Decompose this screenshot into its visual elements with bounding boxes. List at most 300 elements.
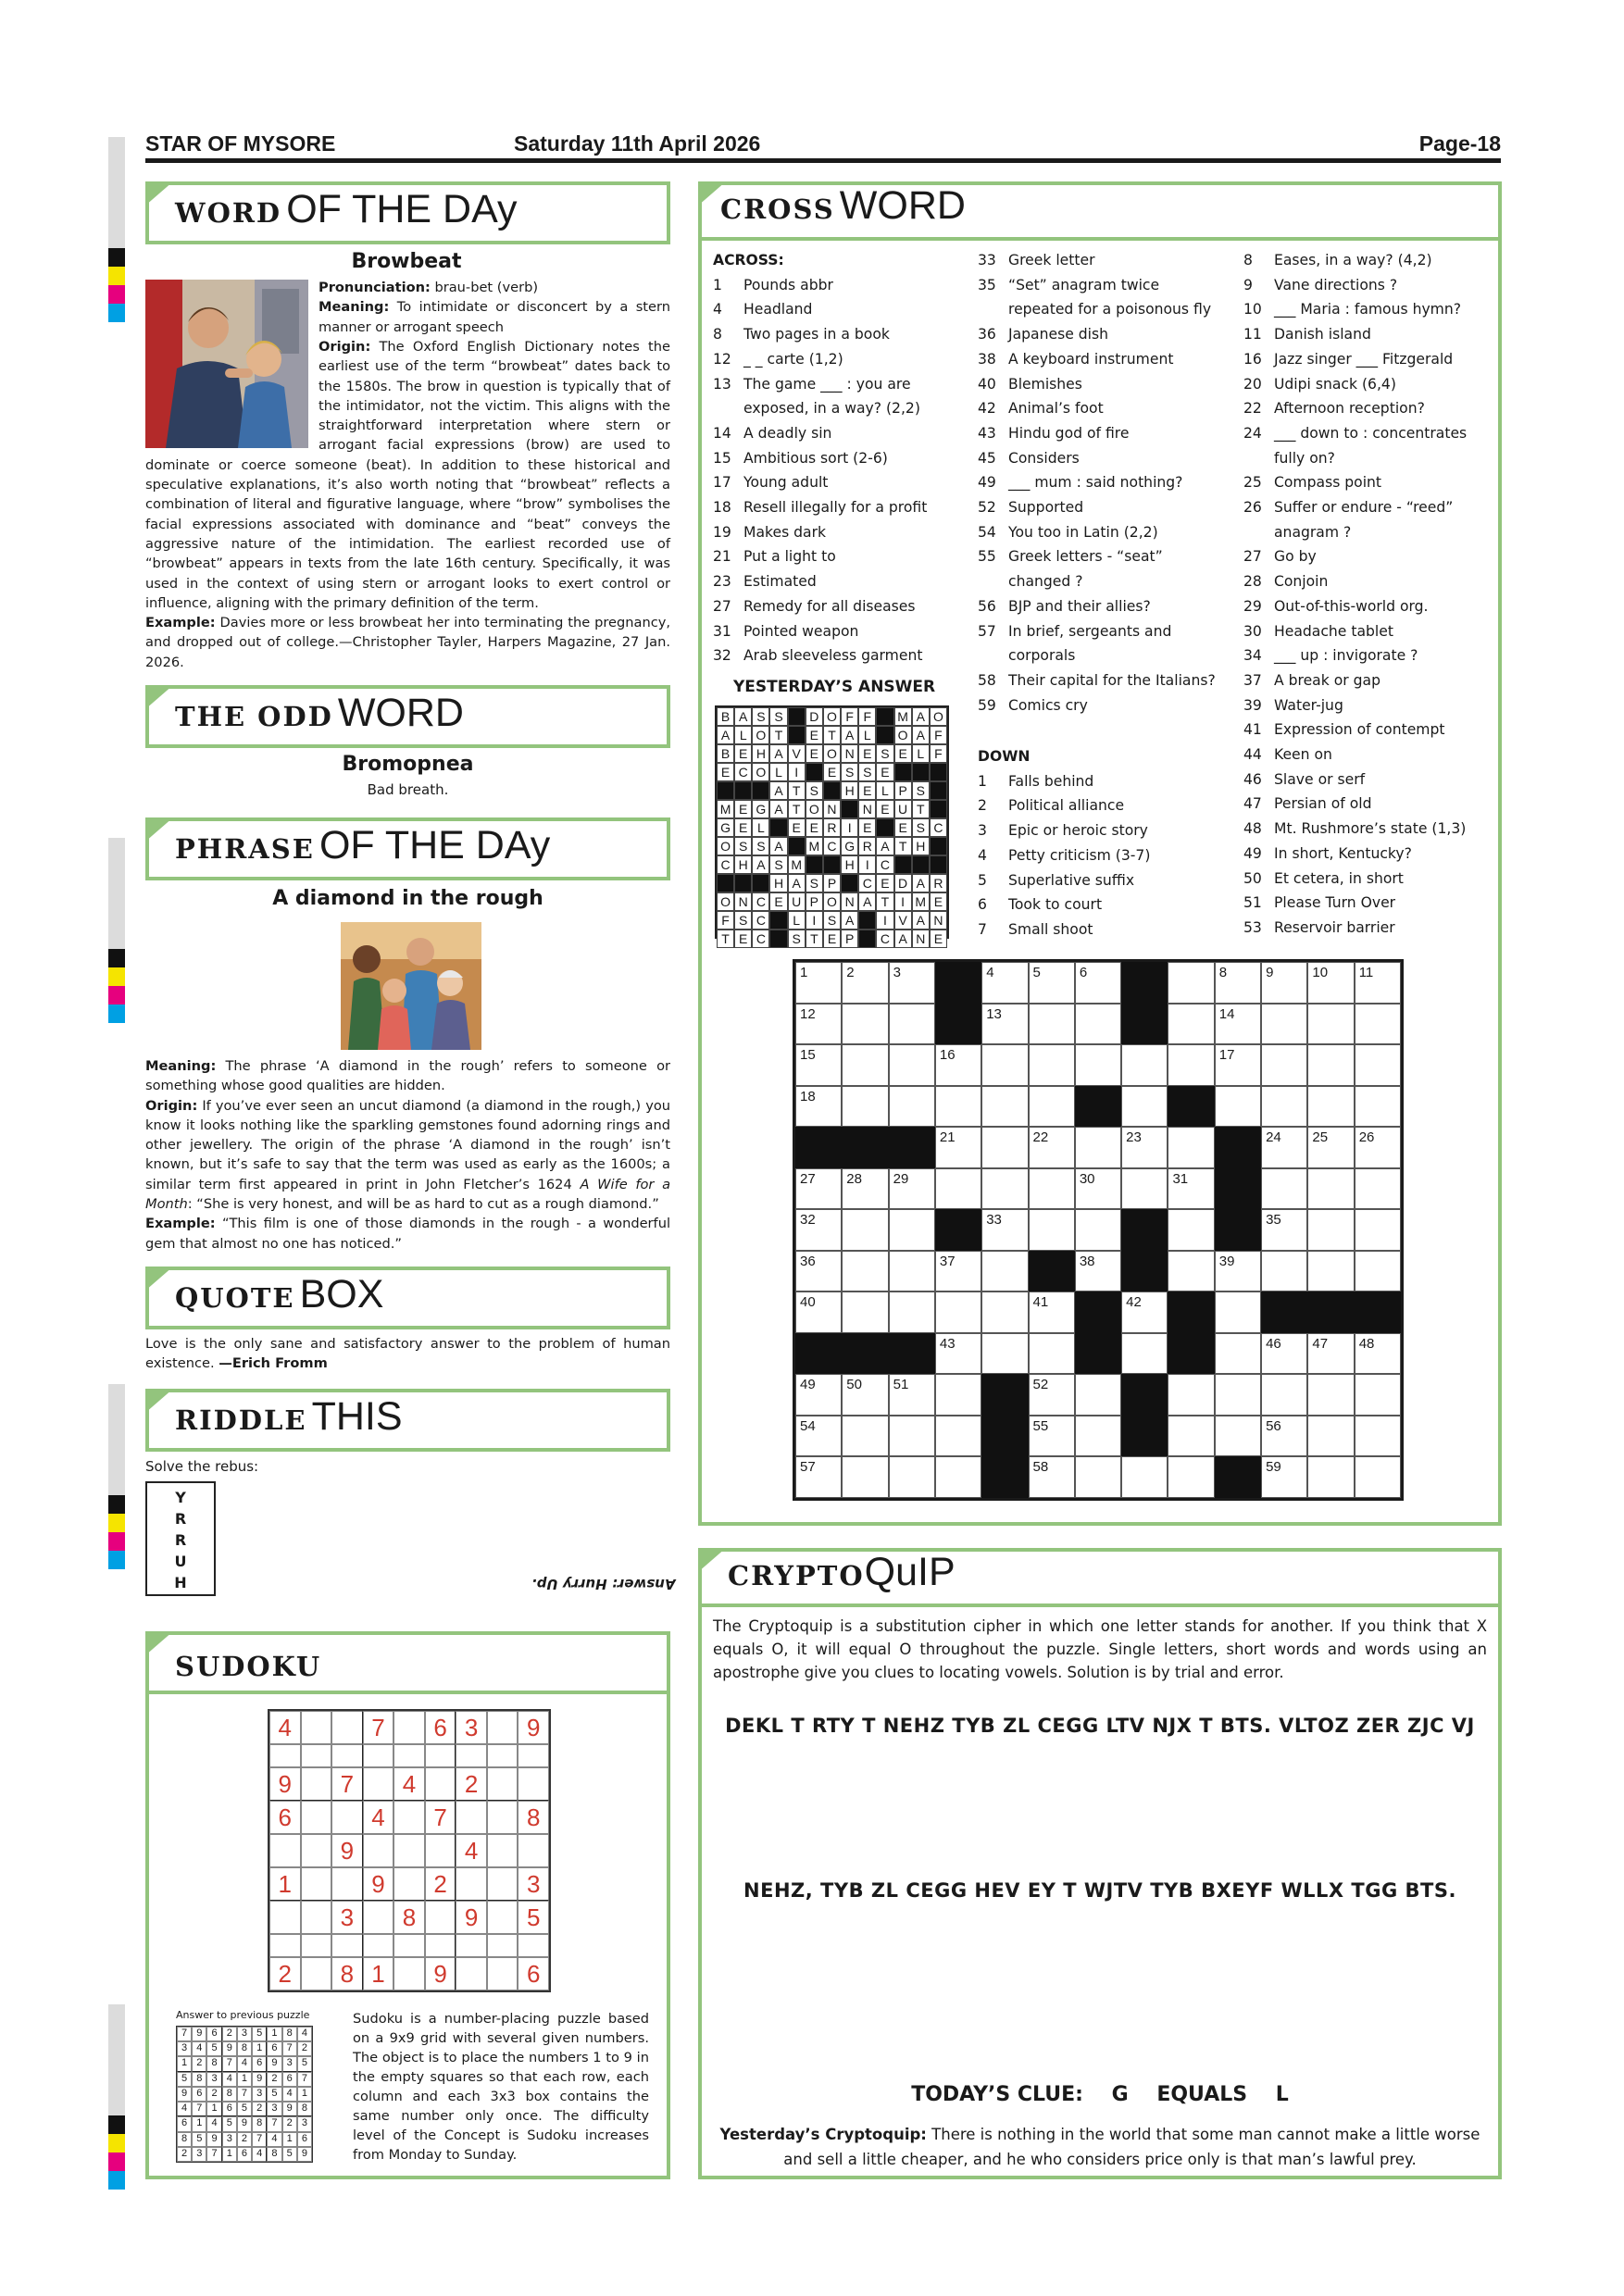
crossword-cell-black <box>935 1004 981 1045</box>
answer-cell: E <box>858 781 876 800</box>
crossword-cell[interactable] <box>889 1416 935 1457</box>
crossword-cell[interactable] <box>889 1292 935 1333</box>
odd-word-meaning: Bad breath. <box>367 781 449 798</box>
crossword-cell[interactable] <box>1168 1251 1214 1292</box>
crossword-cell[interactable] <box>889 1004 935 1045</box>
clue-number: 56 <box>978 597 996 615</box>
previous-sudoku-cell: 1 <box>282 2132 297 2147</box>
crossword-cell[interactable] <box>935 1251 981 1292</box>
answer-cell: E <box>788 818 806 837</box>
previous-sudoku-cell: 3 <box>192 2147 206 2162</box>
crossword-cell[interactable] <box>842 1004 888 1045</box>
crossword-cell[interactable] <box>1261 1374 1307 1416</box>
crossword-cell[interactable] <box>795 1004 842 1045</box>
crossword-cell[interactable] <box>1029 1456 1075 1498</box>
answer-cell: E <box>734 930 752 948</box>
crossword-cell[interactable] <box>889 1374 935 1416</box>
clue-text: Udipi snack (6,4) <box>1274 375 1396 393</box>
crossword-cell[interactable] <box>1075 1209 1121 1251</box>
crossword-cell[interactable] <box>981 1209 1028 1251</box>
clue-number: 28 <box>1243 573 1262 591</box>
crossword-cell[interactable] <box>842 1209 888 1251</box>
crossword-cell[interactable] <box>1215 962 1261 1004</box>
crossword-cell[interactable] <box>981 1333 1028 1375</box>
crossword-cell[interactable] <box>795 962 842 1004</box>
down-clue-44 <box>1243 742 1492 767</box>
crossword-cell[interactable] <box>1355 1086 1401 1128</box>
previous-sudoku-cell: 8 <box>297 2102 312 2116</box>
answer-cell: E <box>806 726 823 744</box>
crossword-cell-number: 42 <box>1126 1294 1142 1311</box>
across-clue-52 <box>978 495 1220 520</box>
crossword-cell[interactable] <box>1261 1044 1307 1086</box>
crossword-cell[interactable] <box>935 1456 981 1498</box>
crossword-cell[interactable] <box>935 1292 981 1333</box>
crossword-cell[interactable] <box>795 1292 842 1333</box>
previous-sudoku-cell: 9 <box>192 2027 206 2041</box>
crossword-cell[interactable] <box>1075 1374 1121 1416</box>
crossword-cell[interactable] <box>1075 1251 1121 1292</box>
crossword-cell[interactable] <box>1355 1168 1401 1210</box>
sudoku-cell <box>425 1834 456 1867</box>
down-clue-22 <box>1243 396 1492 421</box>
crossword-cell[interactable] <box>795 1374 842 1416</box>
crossword-cell[interactable] <box>1029 1168 1075 1210</box>
answer-cell: O <box>806 800 823 818</box>
previous-sudoku-cell: 3 <box>282 2056 297 2071</box>
previous-sudoku-cell: 8 <box>267 2147 281 2162</box>
answer-cell: A <box>752 855 769 874</box>
crossword-cell[interactable] <box>889 1209 935 1251</box>
crossword-cell[interactable] <box>1355 1416 1401 1457</box>
crossword-cell[interactable] <box>981 1044 1028 1086</box>
across-clue-21 <box>713 544 965 569</box>
answer-cell: M <box>806 837 823 855</box>
down-clue-49 <box>1243 842 1492 867</box>
previous-sudoku-cell: 2 <box>222 2027 237 2041</box>
answer-cell-black <box>752 874 769 892</box>
down-clue-6 <box>978 892 1220 917</box>
answer-cell: C <box>876 930 893 948</box>
crossword-cell[interactable] <box>795 1251 842 1292</box>
clue-text: Estimated <box>743 573 817 591</box>
crossword-cell[interactable] <box>1215 1292 1261 1333</box>
crossword-cell[interactable] <box>1261 1127 1307 1168</box>
crossword-cell-number: 30 <box>1079 1170 1095 1187</box>
crossword-cell-number: 43 <box>939 1335 956 1352</box>
clue-number: 49 <box>978 474 996 492</box>
crossword-cell[interactable] <box>842 1251 888 1292</box>
answer-cell: T <box>894 837 912 855</box>
clue-number: 4 <box>978 846 987 864</box>
crossword-cell[interactable] <box>795 1209 842 1251</box>
crossword-cell[interactable] <box>842 1416 888 1457</box>
meaning-text: The phrase ‘A diamond in the rough’ refers to someone or something whose good qualities are hidden. <box>145 1058 670 1094</box>
crossword-cell[interactable] <box>842 1292 888 1333</box>
crossword-cell[interactable] <box>981 1292 1028 1333</box>
answer-cell: L <box>788 911 806 930</box>
clue-number: 22 <box>1243 400 1262 418</box>
answer-cell-black <box>788 726 806 744</box>
crossword-cell[interactable] <box>795 1044 842 1086</box>
crossword-cell[interactable] <box>1307 1251 1354 1292</box>
crossword-cell[interactable] <box>1307 962 1354 1004</box>
crossword-cell[interactable] <box>1029 1004 1075 1045</box>
meaning-label: Meaning: <box>319 299 390 316</box>
previous-sudoku-cell: 9 <box>252 2072 267 2087</box>
across-heading: ACROSS: <box>713 252 784 268</box>
corner-flag-icon <box>145 1389 173 1413</box>
crossword-cell[interactable] <box>1121 1333 1168 1375</box>
sudoku-cell <box>394 1711 425 1744</box>
answer-cell: T <box>788 781 806 800</box>
crossword-cell[interactable] <box>1355 1004 1401 1045</box>
crossword-cell[interactable] <box>981 1086 1028 1128</box>
clue-number: 6 <box>978 896 987 914</box>
crossword-cell[interactable] <box>1307 1086 1354 1128</box>
example-text: Davies more or less browbeat her into terminating the pregnancy, and dropped out of college.—Christopher Tayler, Harpers Magazine, 27 Jan. 2026. <box>145 615 670 670</box>
answer-cell: C <box>930 818 947 837</box>
crossword-cell-number: 10 <box>1312 965 1329 980</box>
crossword-cell[interactable] <box>1355 1127 1401 1168</box>
sudoku-cell <box>301 1767 332 1801</box>
sudoku-cell <box>518 1767 549 1801</box>
clue-number: 11 <box>1243 326 1262 343</box>
crossword-cell[interactable] <box>889 1456 935 1498</box>
crossword-cell[interactable] <box>842 1044 888 1086</box>
crossword-cell[interactable] <box>935 1127 981 1168</box>
clue-number: 19 <box>713 523 731 541</box>
sudoku-cell <box>487 1711 518 1744</box>
answer-cell: S <box>858 763 876 781</box>
crossword-cell-black <box>795 1333 842 1375</box>
sudoku-cell <box>487 1957 518 1990</box>
crossword-cell[interactable] <box>1168 1044 1214 1086</box>
crossword-cell[interactable] <box>1307 1168 1354 1210</box>
answer-cell: H <box>912 837 930 855</box>
clue-number: 8 <box>713 326 722 343</box>
sudoku-cell: 6 <box>269 1801 301 1834</box>
crossword-cell[interactable] <box>1168 1416 1214 1457</box>
crossword-cell[interactable] <box>1261 1251 1307 1292</box>
answer-cell: E <box>806 818 823 837</box>
crossword-cell[interactable] <box>1307 1127 1354 1168</box>
clue-number: 10 <box>1243 301 1262 318</box>
crossword-cell[interactable] <box>1261 1209 1307 1251</box>
answer-cell: E <box>930 930 947 948</box>
previous-sudoku-cell: 6 <box>177 2116 192 2131</box>
crossword-cell[interactable] <box>1075 1456 1121 1498</box>
previous-sudoku-cell: 2 <box>177 2147 192 2162</box>
crossword-cell[interactable] <box>842 1456 888 1498</box>
crossword-cell[interactable] <box>935 1333 981 1375</box>
section-title-large: WORD <box>839 183 966 228</box>
crossword-cell[interactable] <box>1029 1127 1075 1168</box>
previous-sudoku-cell: 9 <box>282 2102 297 2116</box>
clue-text: Animal’s foot <box>1008 400 1104 418</box>
clue-text: Greek letters - “seat” changed ? <box>1008 548 1163 591</box>
down-clue-8 <box>1243 248 1492 273</box>
down-clue-37 <box>1243 668 1492 693</box>
clue-text: _ _ carte (1,2) <box>743 350 843 368</box>
answer-cell-black <box>858 911 876 930</box>
clue-text: Two pages in a book <box>743 326 890 343</box>
clue-text: Headache tablet <box>1274 622 1393 640</box>
sudoku-cell <box>456 1934 487 1957</box>
crossword-cell[interactable] <box>935 1044 981 1086</box>
crossword-cell-number: 17 <box>1218 1047 1235 1064</box>
crossword-cell[interactable] <box>1215 1044 1261 1086</box>
answer-cell-black <box>894 763 912 781</box>
crossword-cell[interactable] <box>1307 1374 1354 1416</box>
previous-sudoku-cell: 1 <box>192 2116 206 2131</box>
crossword-cell-number: 58 <box>1032 1459 1049 1476</box>
crossword-cell-number: 3 <box>893 965 901 980</box>
crossword-cell[interactable] <box>1215 1004 1261 1045</box>
crossword-cell[interactable] <box>1029 1209 1075 1251</box>
crossword-cell[interactable] <box>981 1168 1028 1210</box>
crossword-cell[interactable] <box>1261 1086 1307 1128</box>
crossword-cell[interactable] <box>935 1086 981 1128</box>
answer-cell: L <box>769 763 787 781</box>
crossword-cell[interactable] <box>1355 1209 1401 1251</box>
answer-cell: C <box>823 837 841 855</box>
crossword-cell[interactable] <box>1121 1292 1168 1333</box>
crossword-cell[interactable] <box>889 962 935 1004</box>
crossword-cell[interactable] <box>1121 1086 1168 1128</box>
crossword-cell[interactable] <box>1261 962 1307 1004</box>
answer-cell: S <box>769 707 787 726</box>
answer-cell: N <box>930 911 947 930</box>
sudoku-cell: 4 <box>269 1711 301 1744</box>
across-clue-15 <box>713 446 965 471</box>
crossword-cell[interactable] <box>842 1168 888 1210</box>
crossword-cell[interactable] <box>1168 1374 1214 1416</box>
crossword-cell[interactable] <box>981 1127 1028 1168</box>
crossword-cell[interactable] <box>889 1086 935 1128</box>
previous-sudoku-cell: 5 <box>192 2132 206 2147</box>
clue-number: 42 <box>978 400 996 418</box>
crossword-cell[interactable] <box>935 1374 981 1416</box>
clue-text: Greek letter <box>1008 252 1095 268</box>
crossword-cell-number: 28 <box>846 1170 862 1187</box>
crossword-cell[interactable] <box>1029 962 1075 1004</box>
crossword-cell[interactable] <box>1307 1456 1354 1498</box>
crossword-cell-number: 37 <box>939 1253 956 1269</box>
crossword-cell[interactable] <box>1215 1374 1261 1416</box>
answer-cell-black <box>876 726 893 744</box>
crossword-cell[interactable] <box>1029 1333 1075 1375</box>
previous-sudoku-cell: 2 <box>237 2132 252 2147</box>
crossword-cell[interactable] <box>981 962 1028 1004</box>
crossword-cell[interactable] <box>1029 1044 1075 1086</box>
sudoku-cell: 9 <box>518 1711 549 1744</box>
clue-number: 44 <box>1243 746 1262 764</box>
yesterdays-cryptoquip <box>713 2122 1487 2172</box>
clue-number: 46 <box>1243 770 1262 788</box>
sudoku-cell <box>518 1934 549 1957</box>
crossword-cell-black <box>1215 1127 1261 1168</box>
crossword-cell[interactable] <box>1168 1456 1214 1498</box>
clue-text: Young adult <box>743 474 829 492</box>
crossword-cell[interactable] <box>1168 1127 1214 1168</box>
print-strip-3 <box>108 1384 125 1569</box>
crossword-cell[interactable] <box>1029 1374 1075 1416</box>
clue-text: Eases, in a way? (4,2) <box>1274 252 1432 268</box>
sudoku-cell <box>425 1744 456 1767</box>
clue-number: 54 <box>978 523 996 541</box>
crossword-cell[interactable] <box>1075 1127 1121 1168</box>
previous-sudoku-cell: 5 <box>222 2116 237 2131</box>
crossword-cell[interactable] <box>889 1251 935 1292</box>
crossword-cell[interactable] <box>1215 1086 1261 1128</box>
crossword-cell[interactable] <box>1307 1209 1354 1251</box>
crossword-cell[interactable] <box>1307 1044 1354 1086</box>
crossword-cell[interactable] <box>1029 1086 1075 1128</box>
answer-cell: L <box>912 744 930 763</box>
crossword-cell[interactable] <box>1075 962 1121 1004</box>
crossword-cell[interactable] <box>795 1168 842 1210</box>
sudoku-cell <box>394 1834 425 1867</box>
sudoku-grid <box>268 1709 551 1992</box>
crossword-cell[interactable] <box>1075 1044 1121 1086</box>
answer-cell: C <box>858 874 876 892</box>
crossword-cell[interactable] <box>795 1416 842 1457</box>
crossword-cell-black <box>1307 1292 1354 1333</box>
answer-cell: S <box>734 911 752 930</box>
clue-number: 23 <box>713 573 731 591</box>
clue-number: 2 <box>978 797 987 815</box>
across-clue-45 <box>978 446 1220 471</box>
crossword-cell[interactable] <box>1355 1333 1401 1375</box>
crossword-cell[interactable] <box>1215 1416 1261 1457</box>
answer-cell: L <box>734 726 752 744</box>
answer-cell: E <box>734 744 752 763</box>
crossword-cell[interactable] <box>1307 1333 1354 1375</box>
crossword-cell[interactable] <box>889 1168 935 1210</box>
crossword-cell-number: 6 <box>1079 965 1088 980</box>
answer-cell: T <box>717 930 734 948</box>
crossword-cell[interactable] <box>889 1044 935 1086</box>
answer-cell: A <box>912 911 930 930</box>
down-clue-25 <box>1243 470 1492 495</box>
crossword-cell[interactable] <box>1215 1251 1261 1292</box>
crossword-cell-black <box>935 962 981 1004</box>
crossword-cell[interactable] <box>1307 1416 1354 1457</box>
pronunciation-label: Pronunciation: <box>319 280 431 295</box>
clue-number: 58 <box>978 671 996 689</box>
answer-cell-black <box>841 800 858 818</box>
answer-cell: O <box>894 726 912 744</box>
crossword-cell[interactable] <box>842 1374 888 1416</box>
answer-cell: E <box>769 892 787 911</box>
crossword-cell[interactable] <box>1075 1004 1121 1045</box>
crossword-cell[interactable] <box>1029 1416 1075 1457</box>
crossword-cell[interactable] <box>1121 1168 1168 1210</box>
crossword-cell[interactable] <box>1307 1004 1354 1045</box>
rebus-letter: R <box>174 1531 187 1549</box>
crossword-cell[interactable] <box>842 1086 888 1128</box>
crossword-cell[interactable] <box>1121 1044 1168 1086</box>
answer-cell: O <box>717 837 734 855</box>
crossword-cell-number: 14 <box>1218 1005 1235 1022</box>
across-clue-14 <box>713 421 965 446</box>
across-clue-8 <box>713 322 965 347</box>
crossword-cell[interactable] <box>1168 1004 1214 1045</box>
crossword-cell[interactable] <box>795 1456 842 1498</box>
across-clue-33 <box>978 248 1220 273</box>
answer-cell: E <box>734 818 752 837</box>
clue-text: Conjoin <box>1274 573 1329 591</box>
sudoku-cell <box>487 1744 518 1767</box>
answer-cell: F <box>930 726 947 744</box>
crossword-cell[interactable] <box>1261 1416 1307 1457</box>
crossword-cell[interactable] <box>935 1168 981 1210</box>
crossword-cell[interactable] <box>1075 1168 1121 1210</box>
section-title-large: OF THE DAy <box>286 187 518 231</box>
crossword-cell[interactable] <box>1355 962 1401 1004</box>
crossword-cell[interactable] <box>1261 1333 1307 1375</box>
crossword-cell[interactable] <box>1355 1374 1401 1416</box>
previous-sudoku-cell: 5 <box>282 2147 297 2162</box>
answer-cell: S <box>769 855 787 874</box>
answer-cell: F <box>717 911 734 930</box>
clue-number: 3 <box>978 822 987 840</box>
cryptoquip-line-1: DEKL T RTY T NEHZ TYB ZL CEGG LTV NJX T BTS. VLTOZ ZER ZJC VJ <box>725 1715 1475 1737</box>
crossword-cell-black <box>1121 1251 1168 1292</box>
crossword-cell[interactable] <box>1215 1333 1261 1375</box>
crossword-cell[interactable] <box>981 1004 1028 1045</box>
crossword-cell[interactable] <box>1075 1416 1121 1457</box>
crossword-cell-number: 9 <box>1266 965 1274 980</box>
previous-sudoku-cell: 1 <box>177 2056 192 2071</box>
crossword-cell[interactable] <box>1355 1251 1401 1292</box>
crossword-cell[interactable] <box>1121 1127 1168 1168</box>
crossword-cell[interactable] <box>842 962 888 1004</box>
crossword-cell[interactable] <box>981 1251 1028 1292</box>
crossword-cell[interactable] <box>1168 1209 1214 1251</box>
previous-sudoku-cell: 3 <box>237 2027 252 2041</box>
cryptoquip-intro: The Cryptoquip is a substitution cipher in which one letter stands for another. If you think that X equals O, it will equal O throughout the puzzle. Single letters, short words and words using an apostrophe give you clues to locating vowels. Solution is by trial and error. <box>713 1617 1487 1681</box>
sudoku-cell: 6 <box>425 1711 456 1744</box>
previous-sudoku-cell: 3 <box>206 2072 221 2087</box>
answer-cell: A <box>788 874 806 892</box>
crossword-cell-number: 11 <box>1358 965 1374 980</box>
crossword-cell[interactable] <box>1355 1044 1401 1086</box>
crossword-cell[interactable] <box>1029 1292 1075 1333</box>
crossword-cell[interactable] <box>1168 1168 1214 1210</box>
crossword-cell[interactable] <box>1261 1168 1307 1210</box>
answer-cell: D <box>894 874 912 892</box>
answer-cell: I <box>806 911 823 930</box>
crossword-cell[interactable] <box>1168 962 1214 1004</box>
section-title-small: CROSS <box>720 193 835 225</box>
answer-cell: T <box>823 726 841 744</box>
crossword-cell[interactable] <box>1121 1456 1168 1498</box>
answer-cell-black <box>930 837 947 855</box>
crossword-cell[interactable] <box>935 1416 981 1457</box>
crossword-cell[interactable] <box>795 1086 842 1128</box>
crossword-cell[interactable] <box>1261 1456 1307 1498</box>
crossword-cell[interactable] <box>1261 1004 1307 1045</box>
crossword-cell[interactable] <box>1355 1456 1401 1498</box>
previous-sudoku-cell: 6 <box>252 2056 267 2071</box>
clue-number: 25 <box>1243 474 1262 492</box>
previous-sudoku-cell: 4 <box>192 2041 206 2056</box>
clue-number: 27 <box>1243 548 1262 566</box>
answer-cell: C <box>717 855 734 874</box>
answer-cell-black <box>823 781 841 800</box>
